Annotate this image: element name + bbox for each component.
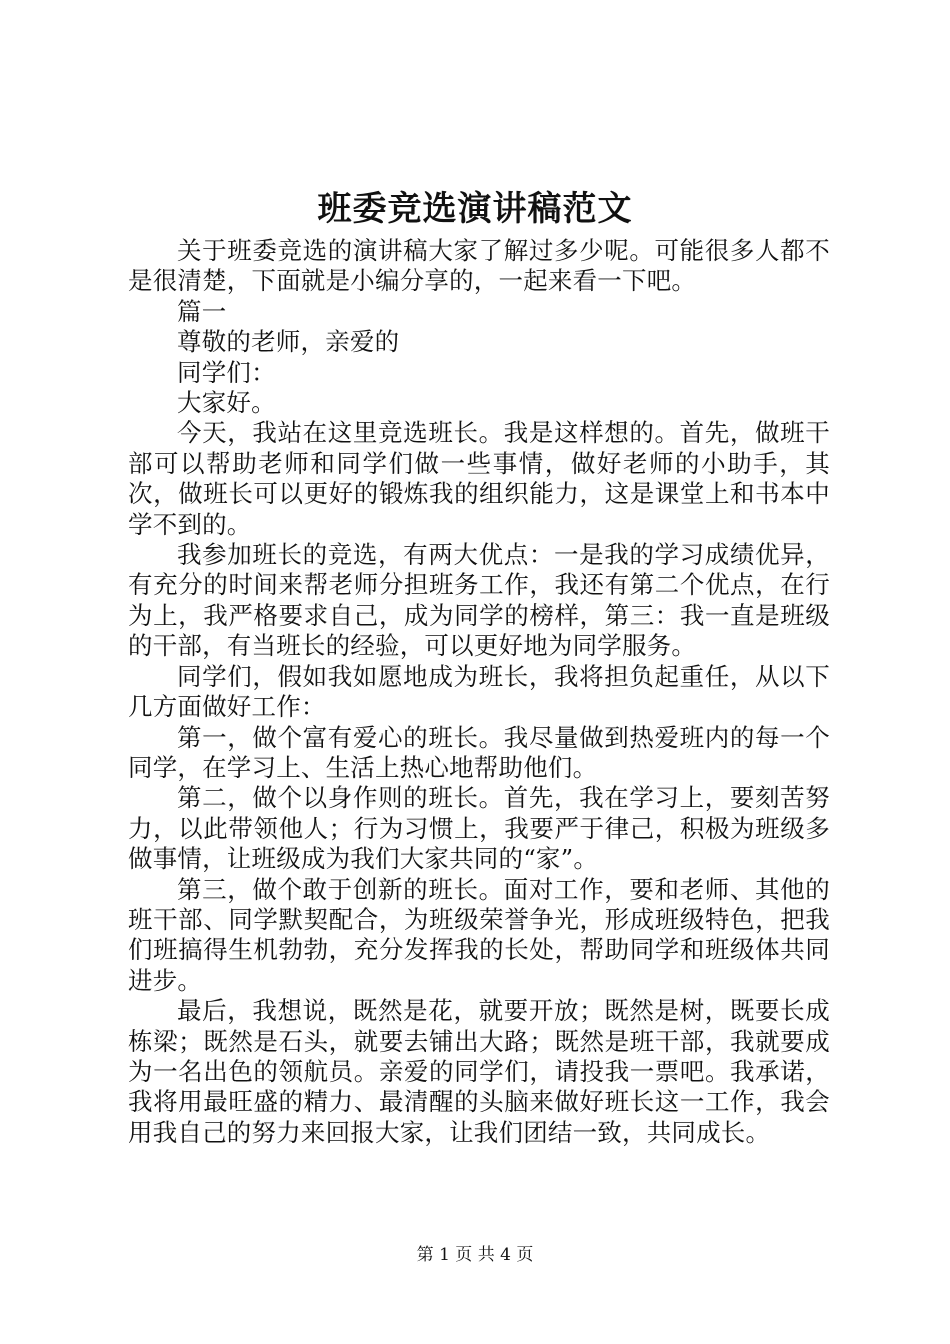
paragraph-today: 今天，我站在这里竞选班长。我是这样想的。首先，做班干部可以帮助老师和同学们做一些事情，做好老师的小助手，其次，做班长可以更好的锻炼我的组织能力，这是课堂上和书本中学不到的。 (128, 418, 830, 539)
paragraph-section-label: 篇一 (177, 296, 227, 326)
document-body (128, 236, 830, 1148)
paragraph-third: 第三，做个敢于创新的班长。面对工作，要和老师、其他的班干部、同学默契配合，为班级荣誉争光，形成班级特色，把我们班搞得生机勃勃，充分发挥我的长处，帮助同学和班级体共同进步。 (128, 874, 830, 995)
paragraph-intro: 关于班委竞选的演讲稿大家了解过多少呢。可能很多人都不是很清楚，下面就是小编分享的，一起来看一下吧。 (128, 236, 830, 296)
paragraph-finally: 最后，我想说，既然是花，就要开放；既然是树，既要长成栋梁；既然是石头，就要去铺出大路；既然是班干部，我就要成为一名出色的领航员。亲爱的同学们，请投我一票吧。我承诺，我将用最旺盛的精力、最清醒的头脑来做好班长这一工作，我会用我自己的努力来回报大家，让我们团结一致，共同成长。 (128, 996, 830, 1147)
paragraph-second: 第二，做个以身作则的班长。首先，我在学习上，要刻苦努力，以此带领他人；行为习惯上，我要严于律己，积极为班级多做事情，让班级成为我们大家共同的“家”。 (128, 783, 830, 874)
paragraph-greeting: 大家好。 (177, 388, 276, 418)
paragraph-salutation-2: 同学们： (177, 357, 276, 387)
paragraph-if-elected: 同学们，假如我如愿地成为班长，我将担负起重任，从以下几方面做好工作： (128, 661, 830, 722)
paragraph-salutation: 尊敬的老师，亲爱的 (177, 327, 400, 357)
page-number-footer: 第 1 页 共 4 页 (416, 1245, 534, 1265)
paragraph-first: 第一，做个富有爱心的班长。我尽量做到热爱班内的每一个同学，在学习上、生活上热心地帮助他们。 (128, 722, 830, 782)
document-title: 班委竞选演讲稿范文 (317, 189, 633, 229)
paragraph-advantages: 我参加班长的竞选，有两大优点：一是我的学习成绩优异，有充分的时间来帮老师分担班务工作，我还有第二个优点，在行为上，我严格要求自己，成为同学的榜样，第三：我一直是班级的干部，有当班长的经验，可以更好地为同学服务。 (128, 540, 830, 661)
